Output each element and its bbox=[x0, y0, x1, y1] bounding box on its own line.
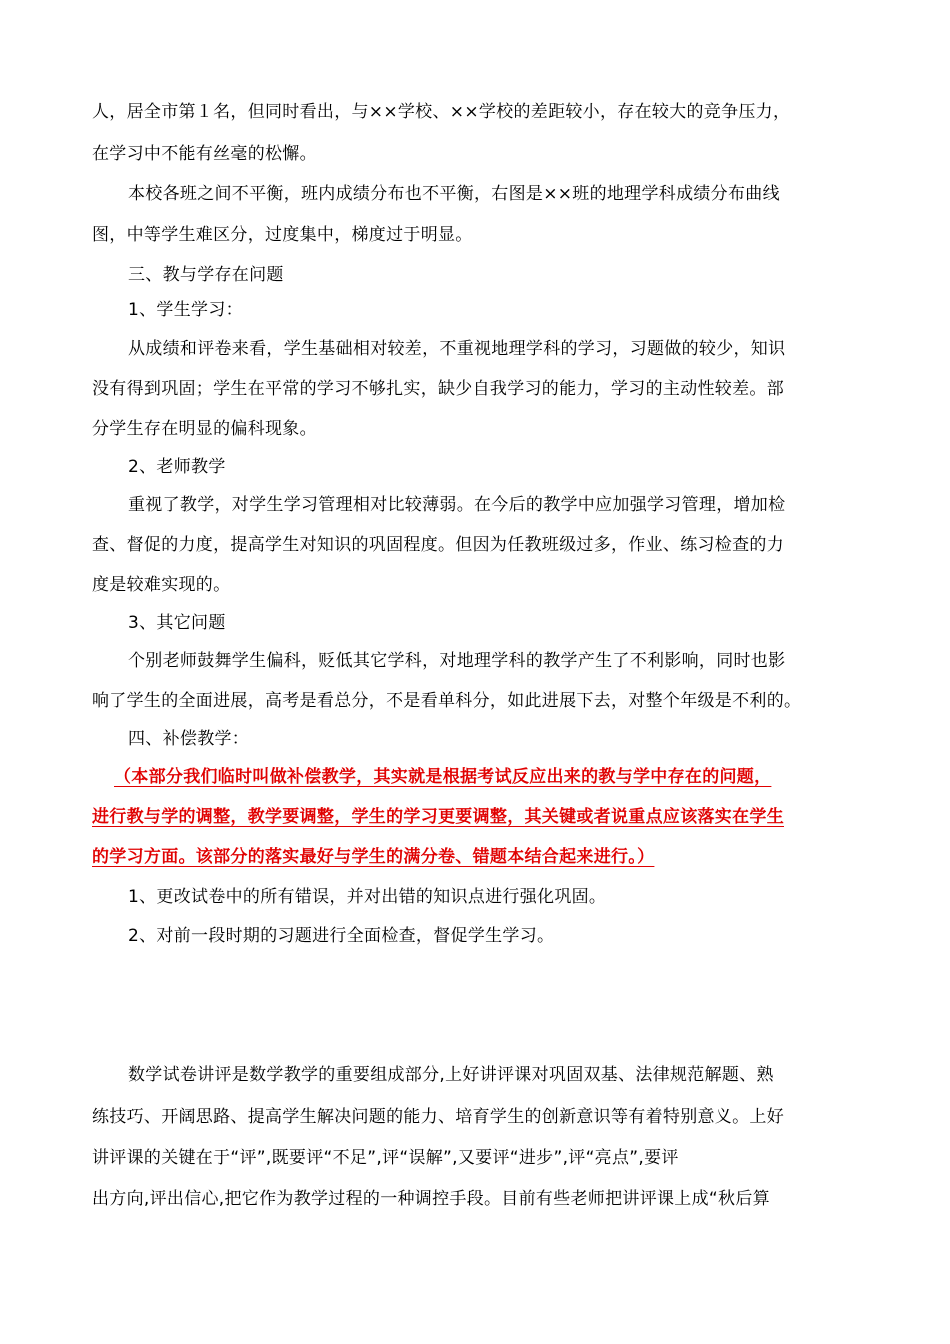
body-text-line: 响了学生的全面进展，高考是看总分，不是看单科分，如此进展下去，对整个年级是不利的。 bbox=[92, 691, 802, 711]
list-item: 1、更改试卷中的所有错误，并对出错的知识点进行强化巩固。 bbox=[128, 887, 607, 907]
body-text-line: 度是较难实现的。 bbox=[92, 575, 231, 595]
body-text-line: 人，居全市第１名，但同时看出，与××学校、××学校的差距较小，存在较大的竞争压力， bbox=[92, 102, 791, 122]
note-text-line: （本部分我们临时叫做补偿教学，其实就是根据考试反应出来的教与学中存在的问题， bbox=[114, 767, 772, 787]
body-text-line: 从成绩和评卷来看，学生基础相对较差，不重视地理学科的学习，习题做的较少，知识 bbox=[128, 339, 786, 359]
subheading: 2、老师教学 bbox=[128, 457, 226, 477]
note-text-line: 的学习方面。该部分的落实最好与学生的满分卷、错题本结合起来进行。） bbox=[92, 847, 655, 867]
body-text-line: 分学生存在明显的偏科现象。 bbox=[92, 419, 317, 439]
body-text-line: 个别老师鼓舞学生偏科，贬低其它学科，对地理学科的教学产生了不利影响，同时也影 bbox=[128, 651, 786, 671]
list-item: 2、对前一段时期的习题进行全面检查，督促学生学习。 bbox=[128, 926, 555, 946]
body-text-line: 在学习中不能有丝毫的松懈。 bbox=[92, 144, 317, 164]
subheading: 1、学生学习： bbox=[128, 300, 243, 320]
body-text-line: 讲评课的关键在于“评”,既要评“不足”,评“误解”,又要评“进步”,评“亮点”,要评 bbox=[92, 1148, 679, 1168]
body-text-line: 本校各班之间不平衡，班内成绩分布也不平衡，右图是××班的地理学科成绩分布曲线 bbox=[128, 184, 780, 204]
note-text-line: 进行教与学的调整，教学要调整，学生的学习更要调整，其关键或者说重点应该落实在学生 bbox=[92, 807, 784, 827]
section-heading: 四、补偿教学： bbox=[128, 729, 250, 749]
section-heading: 三、教与学存在问题 bbox=[128, 265, 284, 285]
body-text-line: 练技巧、开阔思路、提高学生解决问题的能力、培育学生的创新意识等有着特别意义。上好 bbox=[92, 1107, 784, 1127]
body-text-line: 没有得到巩固；学生在平常的学习不够扎实，缺少自我学习的能力，学习的主动性较差。部 bbox=[92, 379, 784, 399]
subheading: 3、其它问题 bbox=[128, 613, 226, 633]
body-text-line: 查、督促的力度，提高学生对知识的巩固程度。但因为任教班级过多，作业、练习检查的力 bbox=[92, 535, 784, 555]
body-text-line: 图，中等学生难区分，过度集中，梯度过于明显。 bbox=[92, 225, 473, 245]
body-text-line: 重视了教学，对学生学习管理相对比较薄弱。在今后的教学中应加强学习管理，增加检 bbox=[128, 495, 786, 515]
body-text-line: 出方向,评出信心,把它作为教学过程的一种调控手段。目前有些老师把讲评课上成“秋后算 bbox=[92, 1189, 770, 1209]
body-text-line: 数学试卷讲评是数学教学的重要组成部分,上好讲评课对巩固双基、法律规范解题、熟 bbox=[128, 1065, 774, 1085]
